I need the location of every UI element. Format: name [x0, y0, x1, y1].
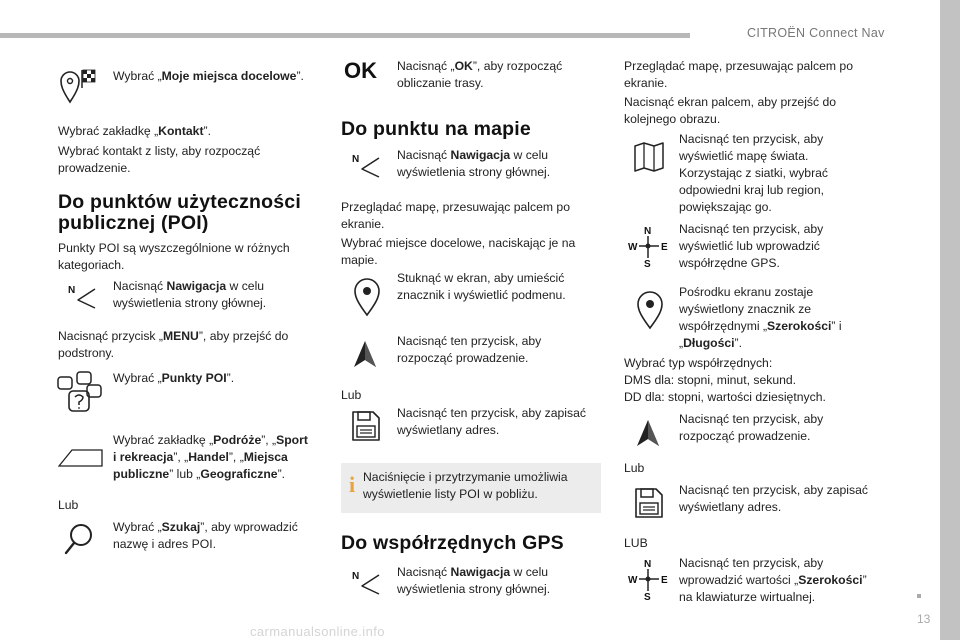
poi-label: Punkty POI [161, 371, 227, 385]
save-address-instruction: Nacisnąć ten przycisk, aby zapisać wyświetlany adres. [397, 406, 586, 437]
nav-n-letter: N [352, 154, 360, 165]
contact-label: Kontakt [158, 124, 204, 138]
browse-map-instruction: Przeglądać mapę, przesuwając palcem po ekranie. [341, 200, 570, 231]
tab-travel-label: Podróże [213, 433, 262, 447]
latitude-label: Szerokości [767, 319, 832, 333]
compass-w: W [628, 242, 638, 253]
compass-w: W [628, 575, 638, 586]
nav-label: Nawigacja [450, 565, 511, 579]
navigation-icon [352, 569, 382, 595]
tap-marker-instruction: Stuknąć w ekran, aby umieścić znacznik i wyświetlić podmenu. [397, 271, 566, 302]
nav-instruction [397, 564, 577, 598]
favorite-destination-icon [58, 66, 98, 104]
text: Wybrać zakładkę „ [58, 124, 159, 138]
text: Wybrać zakładkę „ [113, 433, 214, 447]
category-tabs-instruction [113, 432, 313, 483]
world-map-icon [632, 140, 666, 174]
gps-compass-icon [627, 225, 669, 269]
compass-e: E [661, 575, 668, 586]
enter-latitude-instruction [679, 555, 879, 606]
poi-categories-icon [57, 371, 103, 413]
text: Nacisnąć [397, 148, 451, 162]
text: Nacisnąć „ [397, 59, 455, 73]
nav-label: Nawigacja [450, 148, 511, 162]
ok-instruction [397, 58, 577, 92]
ok-icon: OK [344, 58, 377, 83]
poi-intro: Punkty POI są wyszczególnione w różnych kategoriach. [58, 241, 290, 272]
map-point-heading: Do punktu na mapie [341, 118, 531, 140]
text: ”. [226, 371, 235, 385]
tab-sport-label: Sport i rekreacja [113, 433, 308, 464]
text: Wybrać „ [113, 520, 162, 534]
menu-label: MENU [162, 329, 199, 343]
poi-heading: Do punktów użyteczności publicznej (POI) [58, 191, 301, 234]
save-icon [634, 487, 664, 519]
text: Wybrać „ [113, 69, 162, 83]
text: ”, aby przejść do podstrony. [58, 329, 289, 360]
tab-public-label: Miejsca publiczne [113, 450, 288, 481]
gps-heading: Do współrzędnych GPS [341, 532, 564, 554]
search-instruction [113, 519, 313, 553]
contact-list-instruction: Wybrać kontakt z listy, aby rozpocząć prowadzenie. [58, 144, 261, 175]
browse-map-instruction: Przeglądać mapę, przesuwając palcem po ekranie. [624, 59, 853, 90]
dd-description: DD dla: stopni, wartości dziesiętnych. [624, 390, 826, 404]
nav-label: Nawigacja [166, 279, 227, 293]
compass-e: E [661, 242, 668, 253]
compass-n: N [644, 226, 652, 237]
text: ”, „ [228, 450, 244, 464]
tab-geographic-label: Geograficzne [200, 467, 278, 481]
contact-tab-instruction [58, 123, 298, 140]
search-icon [63, 522, 95, 556]
text: w celu wyświetlenia strony głównej. [397, 148, 551, 179]
marker-coords-instruction [679, 284, 869, 352]
text: w celu wyświetlenia strony głównej. [113, 279, 267, 310]
or-label: Lub [624, 461, 645, 475]
compass-s: S [644, 259, 651, 269]
text: ”, aby wprowadzić nazwę i adres POI. [113, 520, 298, 551]
or-label: Lub [341, 388, 362, 402]
info-note-text: Naciśnięcie i przytrzymanie umożliwia wyświetlenie listy POI w pobliżu. [363, 470, 568, 501]
text: ”. [296, 69, 304, 83]
tab-shopping-label: Handel [188, 450, 229, 464]
favorite-label: Moje miejsca docelowe [161, 69, 297, 83]
menu-instruction [58, 328, 308, 362]
search-label: Szukaj [161, 520, 201, 534]
world-map-instruction: Nacisnąć ten przycisk, aby wyświetlić mapę świata. Korzystając z siatki, wybrać odpowiedni kraj lub region, powiększając go. [679, 132, 828, 214]
start-nav-instruction: Nacisnąć ten przycisk, aby rozpocząć prowadzenie. [397, 334, 542, 365]
latitude-label: Szerokości [798, 573, 863, 587]
page-marker [917, 594, 921, 598]
save-icon [351, 410, 381, 442]
start-navigation-icon [352, 339, 378, 369]
select-destination-instruction: Wybrać miejsce docelowe, naciskając je na mapie. [341, 236, 576, 267]
side-tab [940, 0, 960, 640]
text: ”, „ [261, 433, 277, 447]
text: Pośrodku ekranu zostaje wyświetlony znacznik ze współrzędnymi „ [679, 285, 814, 333]
text: ”. [277, 467, 286, 481]
text: ”, aby rozpocząć obliczanie trasy. [397, 59, 563, 90]
or-upper-label: LUB [624, 536, 648, 550]
text: Nacisnąć ten przycisk, aby wprowadzić wartości „ [679, 556, 824, 587]
compass-s: S [644, 592, 651, 602]
nav-instruction [113, 278, 293, 312]
coord-type-label: Wybrać typ współrzędnych: [624, 356, 773, 370]
poi-select-instruction [113, 370, 313, 387]
navigation-icon [352, 152, 382, 178]
category-tab-icon [58, 448, 104, 468]
favorite-instruction [113, 68, 333, 85]
map-marker-icon [352, 277, 382, 317]
nav-instruction [397, 147, 577, 181]
navigation-icon [68, 283, 98, 309]
text: ” i „ [679, 319, 842, 350]
text: Wybrać „ [113, 371, 162, 385]
text: ”, „ [173, 450, 189, 464]
text: ” lub „ [169, 467, 201, 481]
map-marker-icon [635, 290, 665, 330]
text: ”. [203, 124, 211, 138]
header-bar [0, 33, 690, 38]
gps-compass-icon [627, 558, 669, 602]
watermark: carmanualsonline.info [250, 624, 385, 639]
compass-n: N [644, 559, 652, 570]
or-label: Lub [58, 498, 79, 512]
brand-label: CITROËN Connect Nav [747, 26, 885, 40]
save-address-instruction: Nacisnąć ten przycisk, aby zapisać wyświetlany adres. [679, 483, 868, 514]
page-number: 13 [917, 612, 931, 626]
info-icon: i [349, 472, 356, 497]
start-navigation-icon [635, 418, 661, 448]
press-screen-instruction: Nacisnąć ekran palcem, aby przejść do kolejnego obrazu. [624, 95, 837, 126]
start-nav-instruction: Nacisnąć ten przycisk, aby rozpocząć prowadzenie. [679, 412, 824, 443]
text: Nacisnąć [113, 279, 167, 293]
nav-n-letter: N [352, 571, 360, 582]
gps-button-instruction: Nacisnąć ten przycisk, aby wyświetlić lub wprowadzić współrzędne GPS. [679, 222, 824, 270]
ok-label: OK [454, 59, 473, 73]
text: ”. [734, 336, 742, 350]
text: ” na klawiaturze wirtualnej. [679, 573, 867, 604]
dms-description: DMS dla: stopni, minut, sekund. [624, 373, 797, 387]
longitude-label: Długości [683, 336, 735, 350]
nav-n-letter: N [68, 285, 76, 296]
text: Nacisnąć przycisk „ [58, 329, 163, 343]
text: Nacisnąć [397, 565, 451, 579]
text: w celu wyświetlenia strony głównej. [397, 565, 551, 596]
